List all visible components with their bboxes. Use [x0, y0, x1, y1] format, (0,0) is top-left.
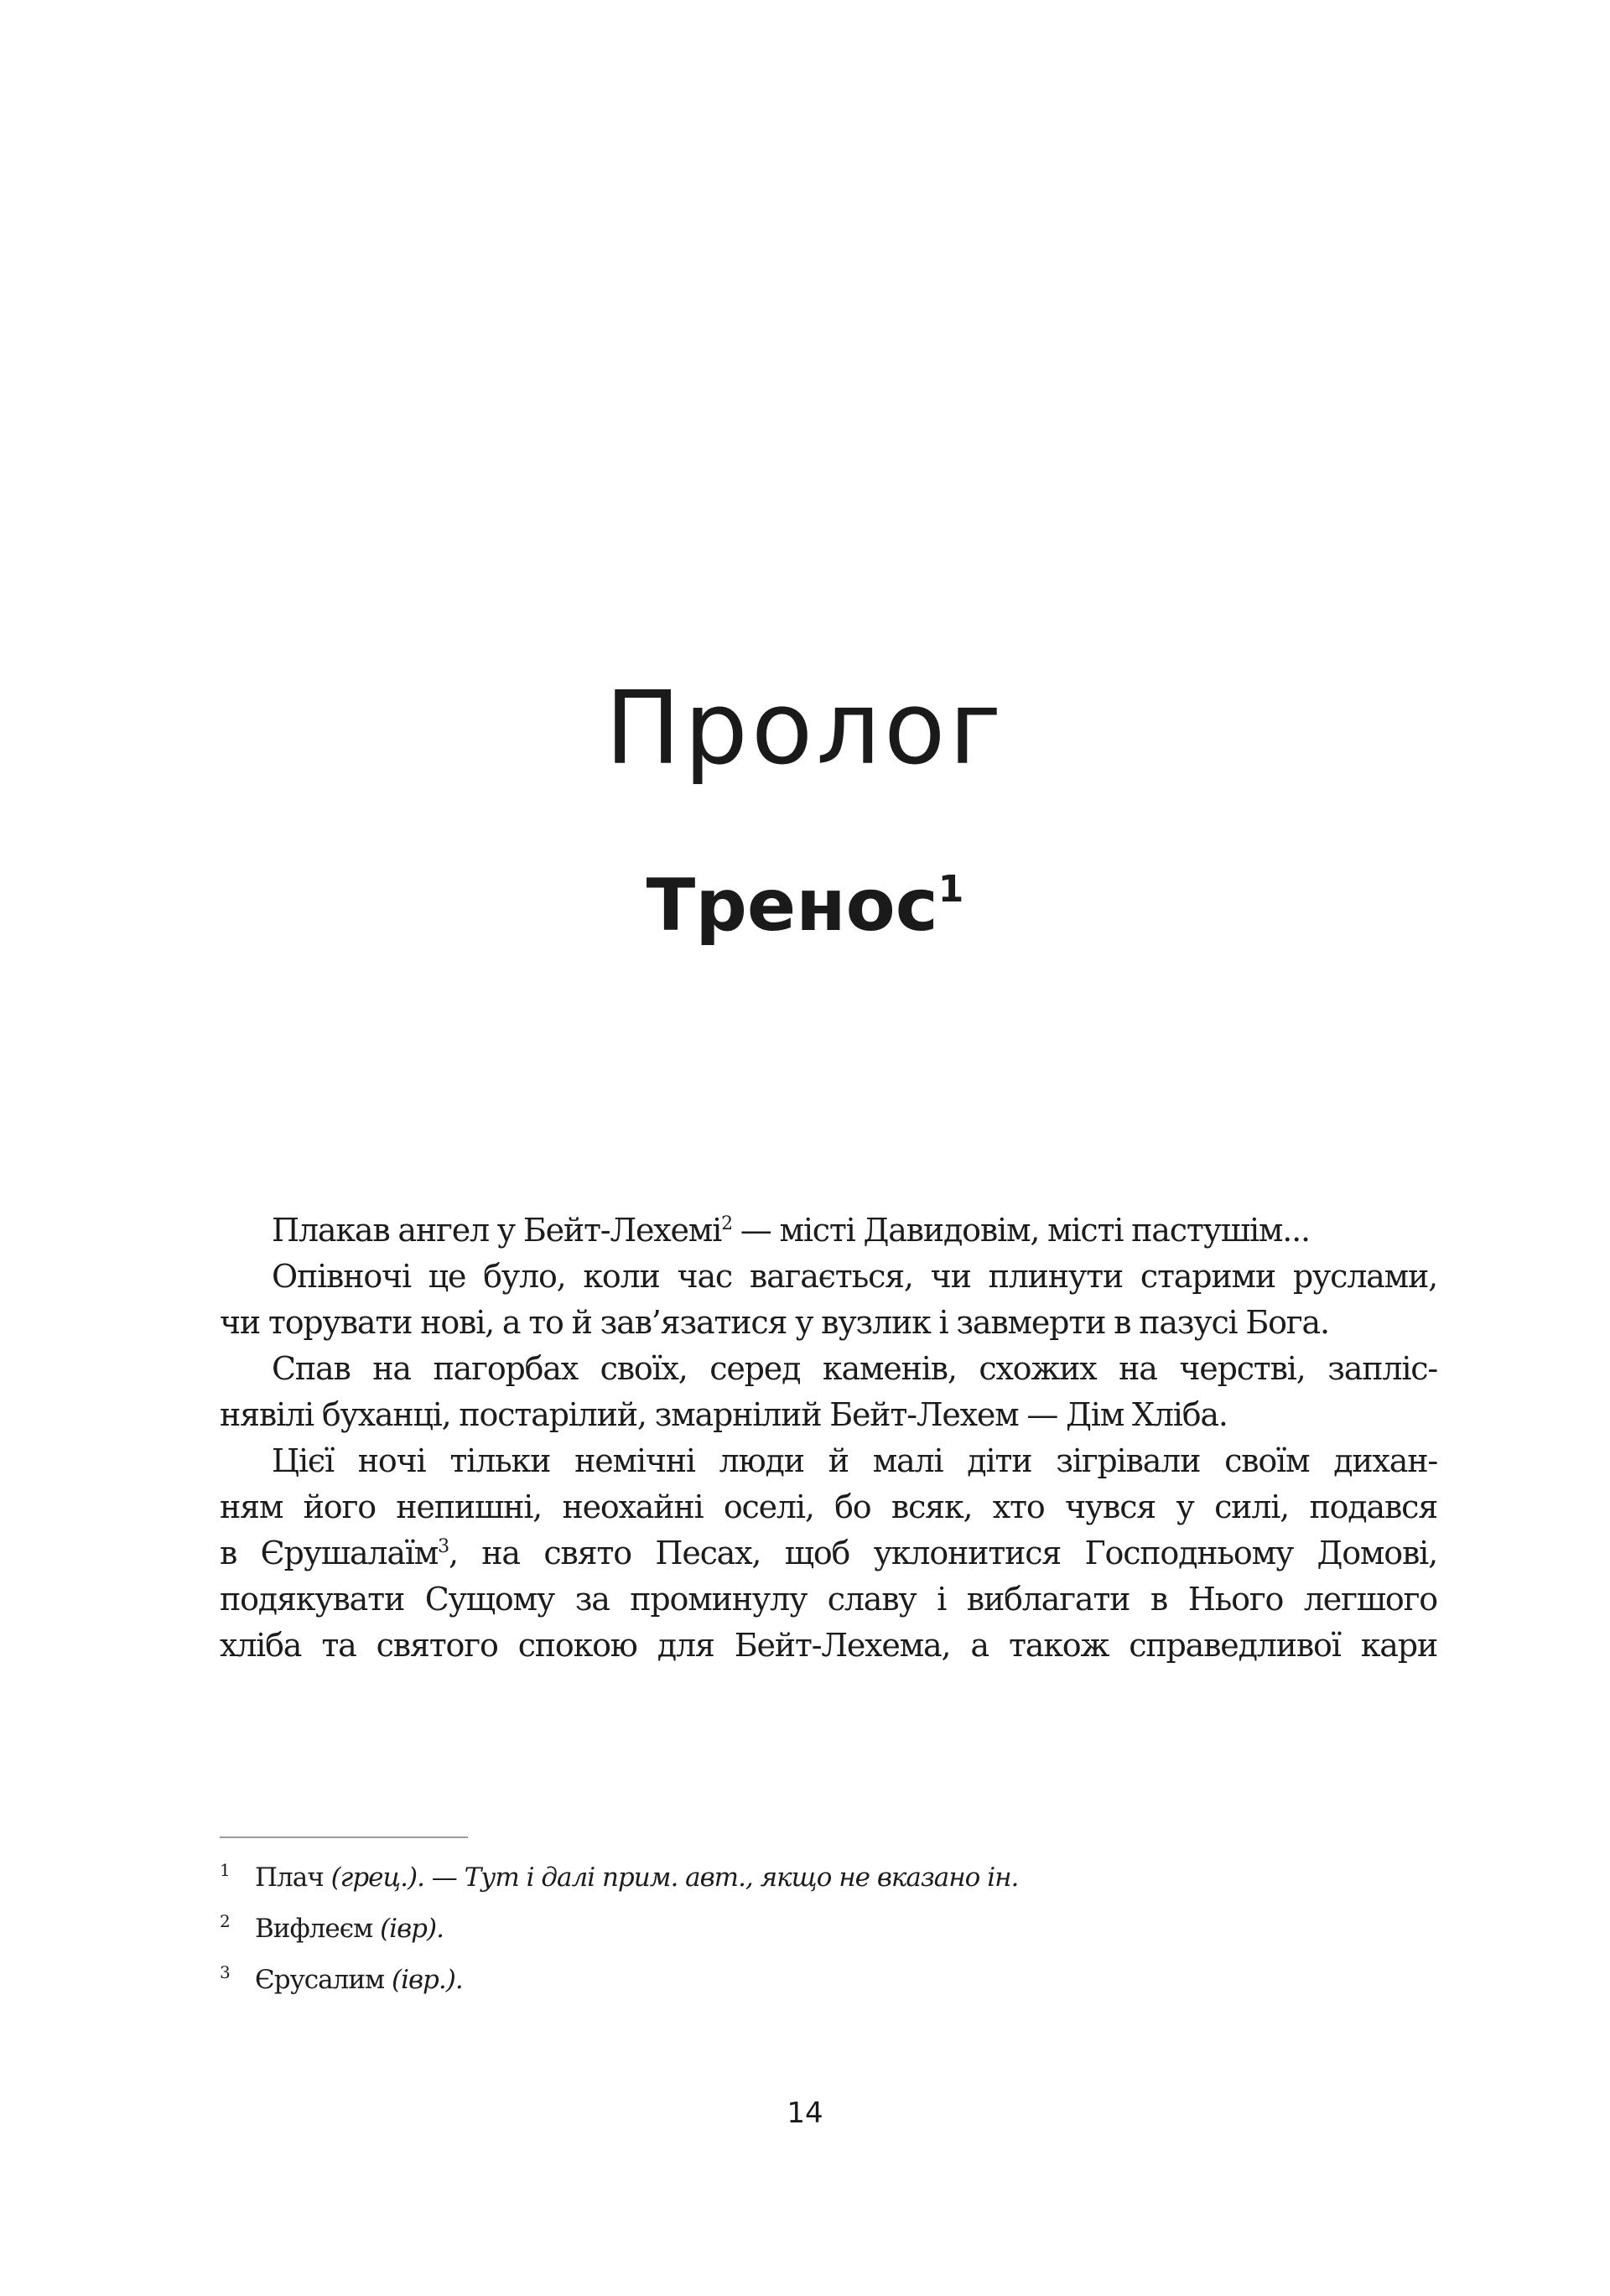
paragraph-line [220, 1530, 1437, 1577]
footnote-italic: (грец.). — Тут і далі прим. авт., якщо не вказано ін. [330, 1862, 1019, 1893]
body-text [220, 1208, 1437, 1669]
paragraph-line: Цієї ночі тільки немічні люди й малі діти зігрівали своїм дихан- [272, 1442, 1437, 1479]
paragraph-line: Спав на пагорбах своїх, серед каменів, схожих на черстві, запліс- [272, 1350, 1437, 1387]
footnote-3 [220, 1956, 1394, 2007]
paragraph-line: хліба та святого спокою для Бейт-Лехема, а також справедливої кари [220, 1627, 1437, 1664]
text-span: в Єрушалаїм [220, 1535, 439, 1571]
paragraph-line: ням його непишні, неохайні оселі, бо всяк, хто чувся у силі, подався [220, 1488, 1437, 1525]
footnote-ref-2[interactable]: 2 [721, 1213, 732, 1234]
footnote-italic: (івр.). [391, 1965, 463, 1995]
footnotes [220, 1853, 1394, 2007]
footnote-2 [220, 1904, 1394, 1956]
footnote-divider [220, 1836, 468, 1838]
footnote-text: Єрусалим [255, 1965, 392, 1995]
text-span: — місті Давидовім, місті пастушім... [731, 1212, 1310, 1249]
footnote-text: Вифлеєм [255, 1914, 381, 1944]
text-span: Плакав ангел у Бейт-Лехемі [272, 1212, 722, 1249]
paragraph-line: Опівночі це було, коли час вагається, чи плинути старими руслами, [272, 1258, 1437, 1295]
chapter-subtitle [0, 860, 1610, 952]
footnote-number: 3 [220, 1962, 230, 1982]
paragraph-line: чи торувати нові, а то й зав’язатися у вузлик і завмерти в пазусі Бога. [220, 1304, 1329, 1341]
paragraph-line [220, 1208, 1437, 1254]
footnote-text: Плач [255, 1862, 331, 1893]
page-number: 14 [787, 2096, 823, 2130]
subtitle-text: Тренос [646, 864, 938, 948]
footnote-ref-1[interactable]: 1 [937, 868, 964, 911]
footnote-number: 2 [220, 1911, 230, 1931]
footnote-number: 1 [220, 1860, 230, 1880]
text-span: , на свято Песах, щоб уклонитися Господньому Домові, [448, 1535, 1437, 1571]
paragraph-line: подякувати Сущому за проминулу славу і виблагати в Нього легшого [220, 1581, 1437, 1618]
paragraph-line: нявілі буханці, постарілий, змарнілий Бейт-Лехем — Дім Хліба. [220, 1396, 1228, 1433]
footnote-ref-3[interactable]: 3 [438, 1536, 449, 1557]
chapter-title: Пролог [605, 671, 1005, 787]
footnote-italic: (івр). [380, 1914, 444, 1944]
footnote-1 [220, 1853, 1394, 1904]
